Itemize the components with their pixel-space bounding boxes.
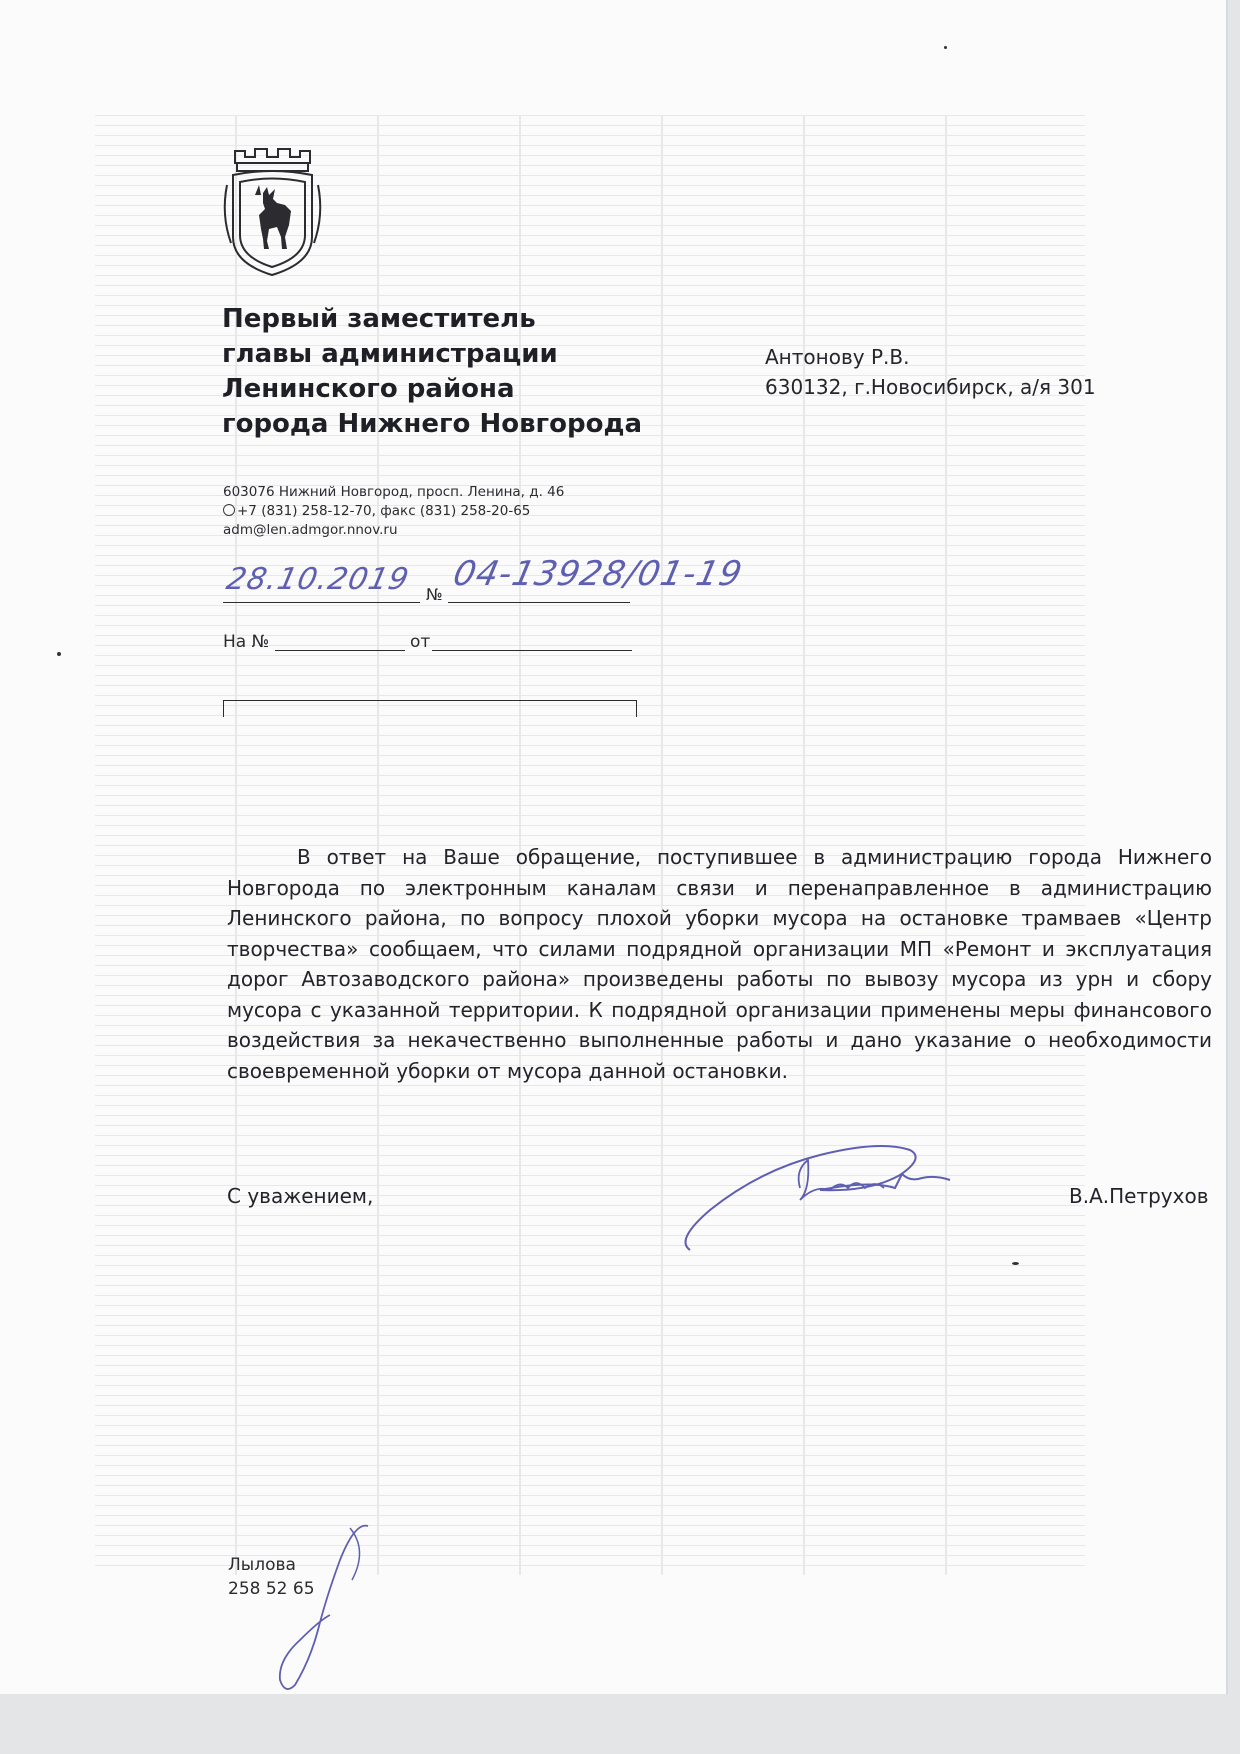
recipient-name: Антонову Р.В. bbox=[765, 345, 910, 369]
sender-contacts bbox=[223, 483, 564, 540]
registration-number-field bbox=[448, 554, 747, 603]
coat-of-arms-icon bbox=[215, 145, 330, 280]
registration-date: 28.10.2019 bbox=[223, 562, 413, 597]
letter-body: В ответ на Ваше обращение, поступившее в администрацию города Нижнего Новгорода по электронным каналам связи и перенаправленное в администрацию Ленинского района, по вопросу плохой уборки мусора на остановке трамваев «Центр творчества» сообщаем, что силами подрядной организации МП «Ремонт и эксплуатация дорог Автозаводского района» произведены работы по вывозу мусора из урн и сбору мусора с указанной территории. К подрядной организации применены меры финансового воздействия за некачественно выполненные работы и дано указание о необходимости своевременной уборки от мусора данной остановки. bbox=[227, 845, 1212, 1083]
reply-date-field bbox=[432, 632, 632, 651]
closing-salutation: С уважением, bbox=[227, 1184, 374, 1208]
registration-number-label: № bbox=[426, 585, 443, 604]
sender-title-line: Ленинского района bbox=[222, 374, 515, 404]
subject-bracket bbox=[223, 700, 637, 717]
signature-icon bbox=[670, 1130, 970, 1260]
reply-date-label: от bbox=[410, 632, 431, 652]
executor-phone: 258 52 65 bbox=[228, 1579, 315, 1599]
executor-name: Лылова bbox=[228, 1555, 296, 1575]
sender-phone: +7 (831) 258-12-70, факс (831) 258-20-65 bbox=[237, 503, 531, 519]
reply-number-label: На № bbox=[223, 632, 270, 652]
scan-speck bbox=[1012, 1262, 1019, 1265]
sender-block bbox=[222, 302, 642, 442]
sender-phone-line bbox=[223, 502, 564, 521]
phone-icon bbox=[223, 504, 235, 516]
executor-signature-icon bbox=[240, 1520, 390, 1695]
scan-speck bbox=[944, 46, 947, 49]
scan-speck bbox=[57, 652, 61, 656]
sender-email: adm@len.admgor.nnov.ru bbox=[223, 522, 398, 538]
sender-title-line: города Нижнего Новгорода bbox=[222, 409, 642, 439]
sender-title-line: Первый заместитель bbox=[222, 304, 536, 334]
registration-number: 04-13928/01-19 bbox=[449, 554, 747, 594]
sender-address: 603076 Нижний Новгород, просп. Ленина, д. 46 bbox=[223, 484, 565, 500]
recipient-address: 630132, г.Новосибирск, а/я 301 bbox=[765, 375, 1096, 399]
reply-number-field bbox=[275, 632, 405, 651]
recipient-block bbox=[765, 342, 1096, 402]
registration-date-field bbox=[223, 560, 420, 603]
signer-name: В.А.Петрухов bbox=[1069, 1184, 1209, 1208]
sender-title-line: главы администрации bbox=[222, 339, 558, 369]
